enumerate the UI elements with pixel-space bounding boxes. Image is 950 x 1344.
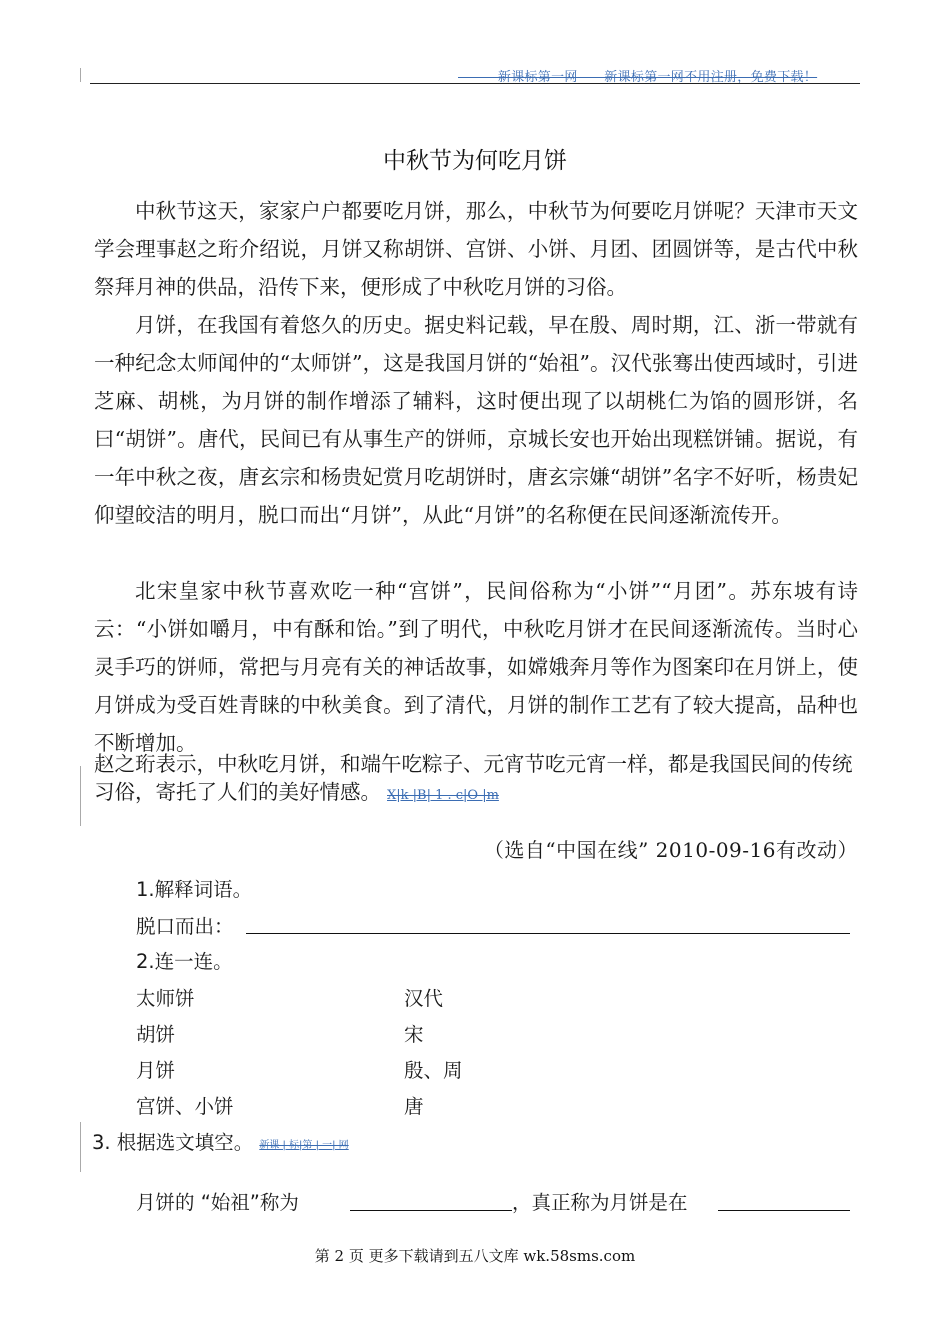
match-right-item: 唐 bbox=[404, 1095, 424, 1118]
question-3-title-text: 3. 根据选文填空。 bbox=[92, 1131, 254, 1154]
match-right-item: 汉代 bbox=[404, 987, 444, 1010]
question-1-term: 脱口而出： bbox=[136, 915, 234, 938]
match-right-item: 殷、周 bbox=[404, 1059, 463, 1082]
match-left-item: 月饼 bbox=[136, 1059, 176, 1082]
question-1-title: 1.解释词语。 bbox=[136, 878, 253, 901]
answer-line[interactable] bbox=[350, 1210, 512, 1211]
inline-watermark-link[interactable]: 新课 | 标|第 | 一| 网 bbox=[259, 1140, 349, 1151]
paragraph-1: 中秋节这天，家家户户都要吃月饼，那么，中秋节为何要吃月饼呢？天津市天文学会理事赵之珩介绍说，月饼又称胡饼、宫饼、小饼、月团、团圆饼等，是古代中秋祭拜月神的供品，沿传下来，便形成了中秋吃月饼的习俗。 bbox=[94, 199, 858, 299]
question-3-text-a: 月饼的 “始祖”称为 bbox=[136, 1191, 299, 1214]
match-right-item: 宋 bbox=[404, 1023, 424, 1046]
paragraph-3: 北宋皇家中秋节喜欢吃一种“宫饼”，民间俗称为“小饼”“月团”。苏东坡有诗云：“小饼如嚼月，中有酥和饴。”到了明代，中秋吃月饼才在民间逐渐流传。当时心灵手巧的饼师，常把与月亮有关的神话故事，如嫦娥奔月等作为图案印在月饼上，使月饼成为受百姓青睐的中秋美食。到了清代，月饼的制作工艺有了较大提高，品种也不断增加。 bbox=[94, 579, 858, 755]
question-3-title bbox=[92, 1127, 349, 1155]
paragraph-4 bbox=[94, 750, 858, 810]
answer-line[interactable] bbox=[246, 933, 850, 934]
answer-line[interactable] bbox=[718, 1210, 850, 1211]
inline-watermark-link[interactable]: X|k |B| 1 . c|O |m bbox=[387, 788, 499, 803]
page-footer: 第 2 页 更多下载请到五八文库 wk.58sms.com bbox=[314, 1247, 636, 1265]
paragraph-4-text: 赵之珩表示，中秋吃月饼，和端午吃粽子、元宵节吃元宵一样，都是我国民间的传统习俗，寄托了人们的美好情感。 bbox=[94, 752, 853, 804]
question-3-text-b: ，真正称为月饼是在 bbox=[512, 1191, 688, 1214]
match-left-item: 宫饼、小饼 bbox=[136, 1095, 234, 1118]
article-title: 中秋节为何吃月饼 bbox=[383, 148, 567, 174]
header-rule bbox=[90, 83, 860, 84]
margin-mark bbox=[80, 1122, 81, 1172]
source-citation: （选自“中国在线” 2010-09-16有改动） bbox=[483, 838, 858, 862]
header-watermark-link[interactable]: ———新课标第一网——新课标第一网不用注册，免费下载！ bbox=[458, 70, 818, 85]
paragraph-2: 月饼，在我国有着悠久的历史。据史料记载，早在殷、周时期，江、浙一带就有一种纪念太师闻仲的“太师饼”，这是我国月饼的“始祖”。汉代张骞出使西域时，引进芝麻、胡桃，为月饼的制作增添了辅料，这时便出现了以胡桃仁为馅的圆形饼，名曰“胡饼”。唐代，民间已有从事生产的饼师，京城长安也开始出现糕饼铺。据说，有一年中秋之夜，唐玄宗和杨贵妃赏月吃胡饼时，唐玄宗嫌“胡饼”名字不好听，杨贵妃仰望皎洁的明月，脱口而出“月饼”，从此“月饼”的名称便在民间逐渐流传开。 bbox=[94, 313, 858, 527]
match-left-item: 太师饼 bbox=[136, 987, 195, 1010]
margin-mark bbox=[80, 68, 81, 82]
question-2-title: 2.连一连。 bbox=[136, 950, 233, 973]
match-left-item: 胡饼 bbox=[136, 1023, 176, 1046]
margin-mark bbox=[80, 766, 81, 826]
